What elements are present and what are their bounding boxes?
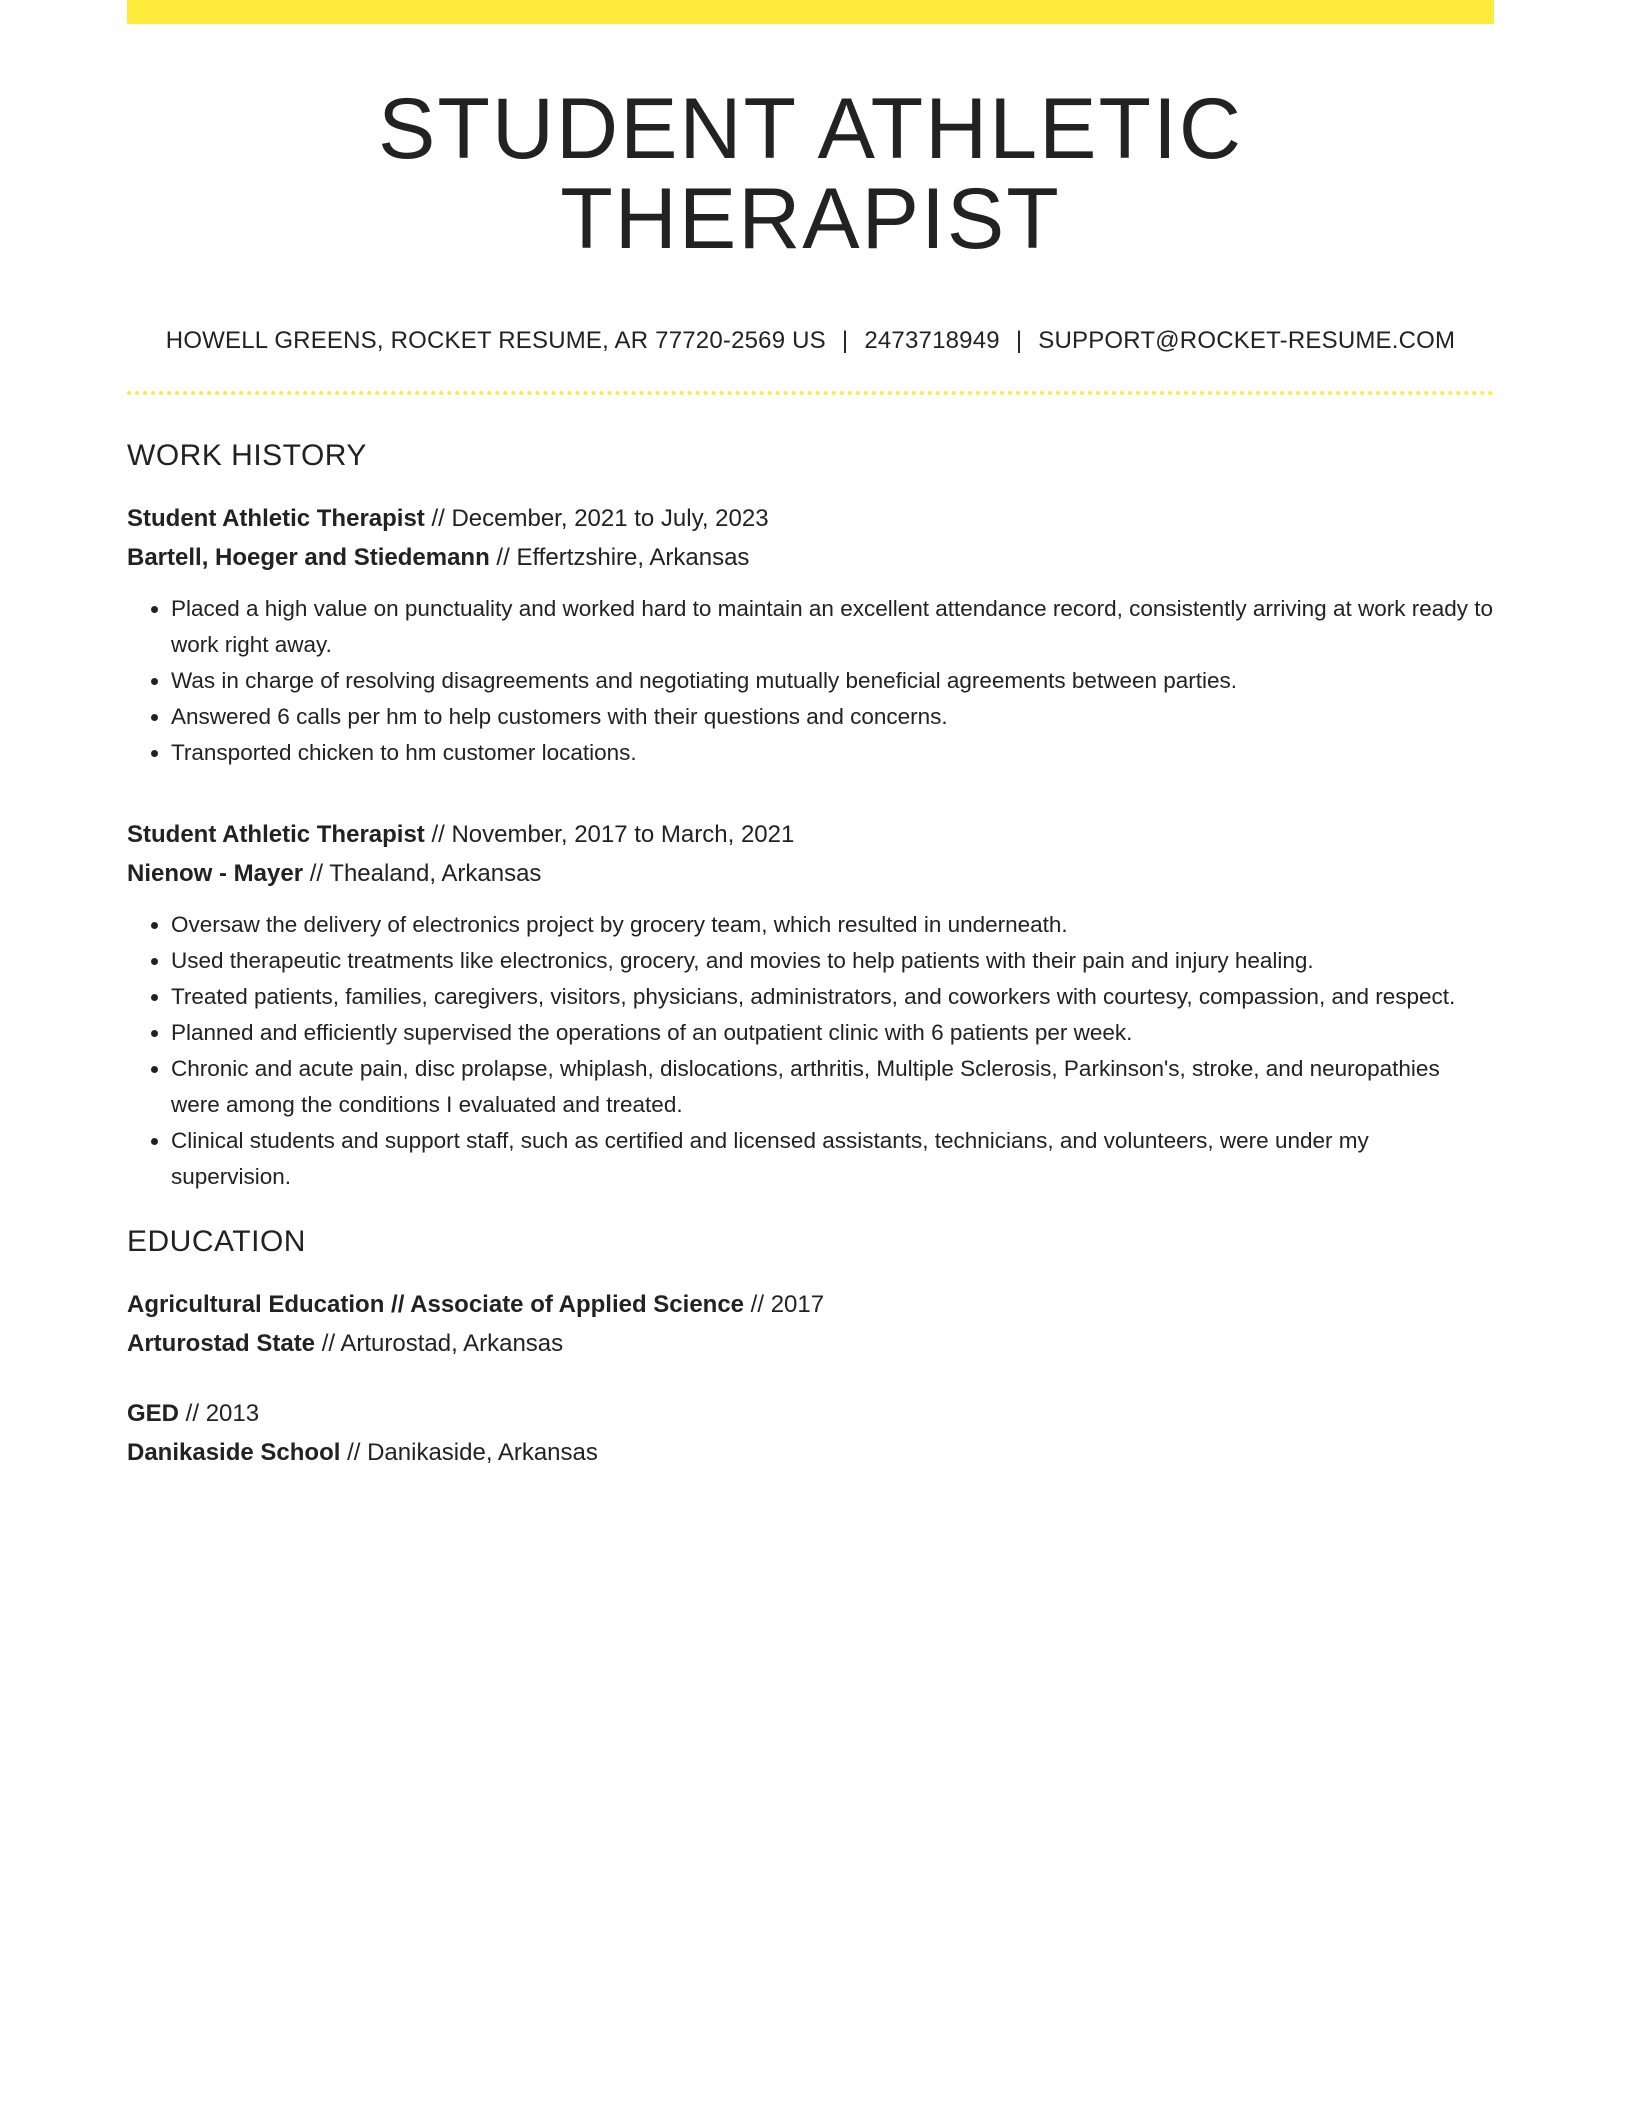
degree-year: // 2017 <box>744 1290 825 1318</box>
job-title-line <box>127 815 1494 854</box>
dotted-divider <box>127 391 1494 395</box>
contact-line <box>127 327 1494 355</box>
school-location: // Danikaside, Arkansas <box>340 1438 598 1466</box>
job-bullet: • Treated patients, families, caregivers, visitors, physicians, administrators, and coworkers with courtesy, compassion, and respect. <box>171 979 1494 1015</box>
contact-phone: 2473718949 <box>864 326 1000 354</box>
job-bullet: • Placed a high value on punctuality and worked hard to maintain an excellent attendance record, consistently arriving at work ready to work right away. <box>171 591 1494 663</box>
employer-line <box>127 854 1494 893</box>
job-bullets <box>127 591 1494 771</box>
school-name: Arturostad State <box>127 1329 316 1357</box>
employer-name: Nienow - Mayer <box>127 859 304 887</box>
job-bullet: • Oversaw the delivery of electronics project by grocery team, which resulted in underneath. <box>171 907 1494 943</box>
degree-name: Agricultural Education // Associate of Applied Science <box>127 1290 745 1318</box>
contact-email: SUPPORT@ROCKET-RESUME.COM <box>1038 326 1456 354</box>
contact-address: HOWELL GREENS, ROCKET RESUME, AR 77720-2569 US <box>165 326 826 354</box>
work-entry <box>127 815 1494 1195</box>
resume-name: STUDENT ATHLETIC THERAPIST <box>377 81 1244 268</box>
education-entry <box>127 1285 1494 1363</box>
work-history-heading: WORK HISTORY <box>127 438 367 472</box>
job-bullet: • Chronic and acute pain, disc prolapse, whiplash, dislocations, arthritis, Multiple Sclerosis, Parkinson's, stroke, and neuropathies were among the conditions I evaluated and treated. <box>171 1051 1494 1123</box>
job-dates: // December, 2021 to July, 2023 <box>424 504 769 532</box>
job-bullet: • Answered 6 calls per hm to help customers with their questions and concerns. <box>171 699 1494 735</box>
job-bullets <box>127 907 1494 1195</box>
degree-line <box>127 1394 1494 1433</box>
job-bullet: • Clinical students and support staff, such as certified and licensed assistants, technicians, and volunteers, were under my supervision. <box>171 1123 1494 1195</box>
contact-separator: | <box>1015 326 1023 354</box>
job-bullet: • Planned and efficiently supervised the operations of an outpatient clinic with 6 patients per week. <box>171 1015 1494 1051</box>
job-bullet: • Transported chicken to hm customer locations. <box>171 735 1494 771</box>
job-bullet: • Used therapeutic treatments like electronics, grocery, and movies to help patients with their pain and injury healing. <box>171 943 1494 979</box>
education-entry <box>127 1394 1494 1472</box>
job-title-line <box>127 499 1494 538</box>
employer-location: // Effertzshire, Arkansas <box>489 543 750 571</box>
employer-location: // Thealand, Arkansas <box>303 859 542 887</box>
education-heading: EDUCATION <box>127 1224 306 1258</box>
employer-line <box>127 538 1494 577</box>
accent-bar <box>127 0 1494 24</box>
job-bullet: • Was in charge of resolving disagreements and negotiating mutually beneficial agreements between parties. <box>171 663 1494 699</box>
contact-separator: | <box>841 326 849 354</box>
job-dates: // November, 2017 to March, 2021 <box>424 820 795 848</box>
degree-line <box>127 1285 1494 1324</box>
school-name: Danikaside School <box>127 1438 341 1466</box>
job-title: Student Athletic Therapist <box>127 504 425 532</box>
work-entry <box>127 499 1494 771</box>
school-line <box>127 1324 1494 1363</box>
degree-name: GED <box>127 1399 180 1427</box>
degree-year: // 2013 <box>179 1399 260 1427</box>
school-line <box>127 1433 1494 1472</box>
school-location: // Arturostad, Arkansas <box>315 1329 564 1357</box>
employer-name: Bartell, Hoeger and Stiedemann <box>127 543 490 571</box>
job-title: Student Athletic Therapist <box>127 820 425 848</box>
resume-page <box>127 0 1494 1472</box>
